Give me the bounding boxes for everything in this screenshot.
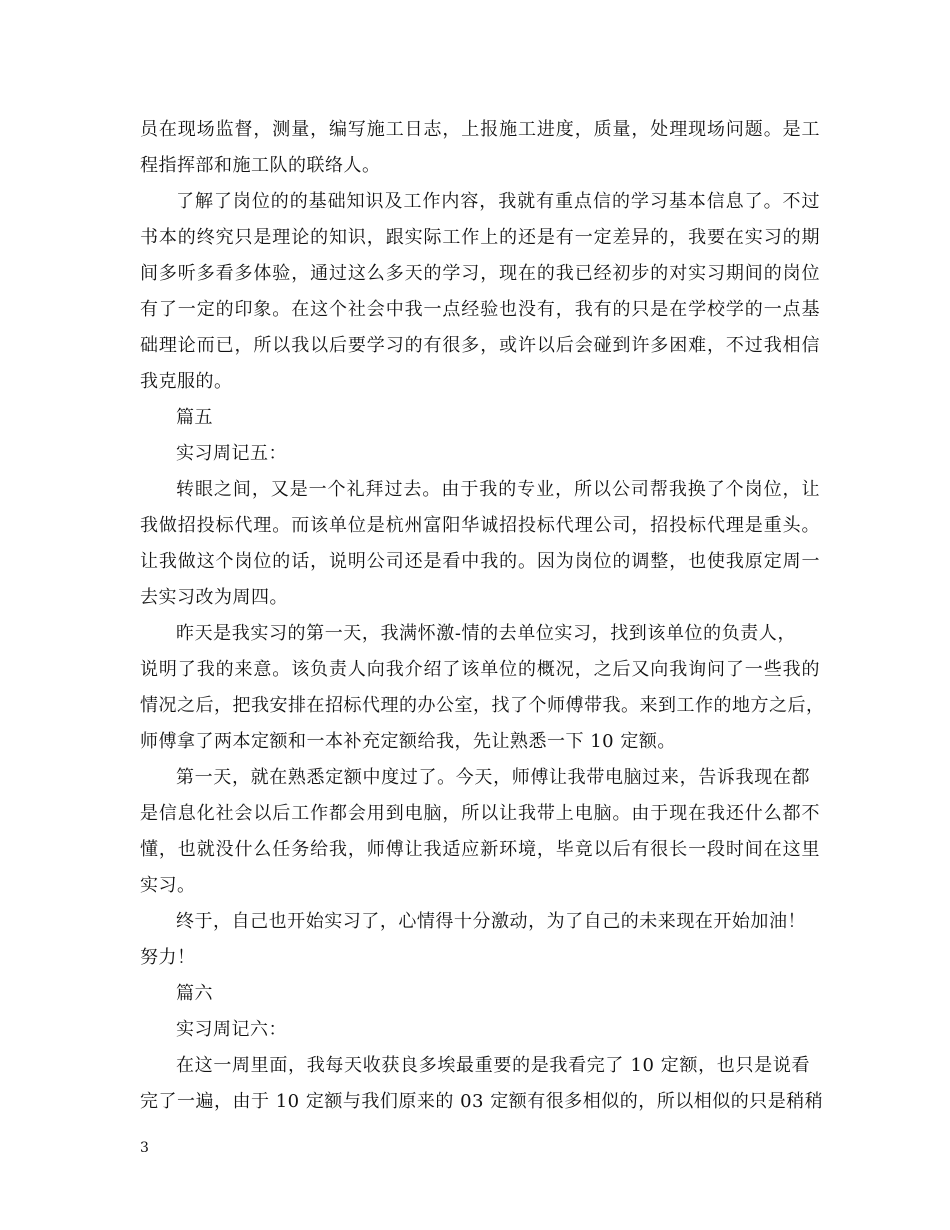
text-line: 我克服的。 xyxy=(140,371,233,392)
text-line: 终于，自己也开始实习了，心情得十分激动，为了自己的未来现在开始加油！ xyxy=(176,911,806,932)
text-line: 去实习改为周四。 xyxy=(140,587,288,608)
text-line: 转眼之间，又是一个礼拜过去。由于我的专业，所以公司帮我换了个岗位，让 xyxy=(176,479,820,500)
text-line: 昨天是我实习的第一天，我满怀激-情的去单位实习，找到该单位的负责人， xyxy=(176,623,796,644)
text-line: 第一天，就在熟悉定额中度过了。今天，师傅让我带电脑过来，告诉我现在都 xyxy=(176,767,810,788)
text-line: 懂，也就没什么任务给我，师傅让我适应新环境，毕竟以后有很长一段时间在这里 xyxy=(140,839,820,860)
text-line: 完了一遍，由于 10 定额与我们原来的 03 定额有很多相似的，所以相似的只是稍稍 xyxy=(140,1091,824,1112)
text-line: 师傅拿了两本定额和一本补充定额给我，先让熟悉一下 10 定额。 xyxy=(140,731,676,752)
text-line: 书本的终究只是理论的知识，跟实际工作上的还是有一定差异的，我要在实习的期 xyxy=(140,227,820,248)
text-line: 情况之后，把我安排在招标代理的办公室，找了个师傅带我。来到工作的地方之后， xyxy=(140,695,825,716)
text-line: 说明了我的来意。该负责人向我介绍了该单位的概况，之后又向我询问了一些我的 xyxy=(140,659,820,680)
text-line: 员在现场监督，测量，编写施工日志，上报施工进度，质量，处理现场问题。是工 xyxy=(140,119,820,140)
text-line: 在这一周里面，我每天收获良多埃最重要的是我看完了 10 定额，也只是说看 xyxy=(176,1055,810,1076)
text-line: 让我做这个岗位的话，说明公司还是看中我的。因为岗位的调整，也使我原定周一 xyxy=(140,551,820,572)
section-heading: 篇五 xyxy=(176,407,213,428)
page-number: 3 xyxy=(140,1140,149,1156)
text-line: 有了一定的印象。在这个社会中我一点经验也没有，我有的只是在学校学的一点基 xyxy=(140,299,820,320)
text-line: 是信息化社会以后工作都会用到电脑，所以让我带上电脑。由于现在我还什么都不 xyxy=(140,803,820,824)
section-subheading: 实习周记五： xyxy=(176,443,287,464)
section-heading: 篇六 xyxy=(176,983,213,1004)
text-line: 我做招投标代理。而该单位是杭州富阳华诚招投标代理公司，招投标代理是重头。 xyxy=(140,515,820,536)
section-subheading: 实习周记六： xyxy=(176,1019,287,1040)
text-line: 实习。 xyxy=(140,875,196,896)
text-line: 了解了岗位的的基础知识及工作内容，我就有重点信的学习基本信息了。不过 xyxy=(176,191,820,212)
text-line: 间多听多看多体验，通过这么多天的学习，现在的我已经初步的对实习期间的岗位 xyxy=(140,263,820,284)
text-line: 程指挥部和施工队的联络人。 xyxy=(140,155,381,176)
text-line: 础理论而已，所以我以后要学习的有很多，或许以后会碰到许多困难，不过我相信 xyxy=(140,335,820,356)
text-line: 努力！ xyxy=(140,947,196,968)
